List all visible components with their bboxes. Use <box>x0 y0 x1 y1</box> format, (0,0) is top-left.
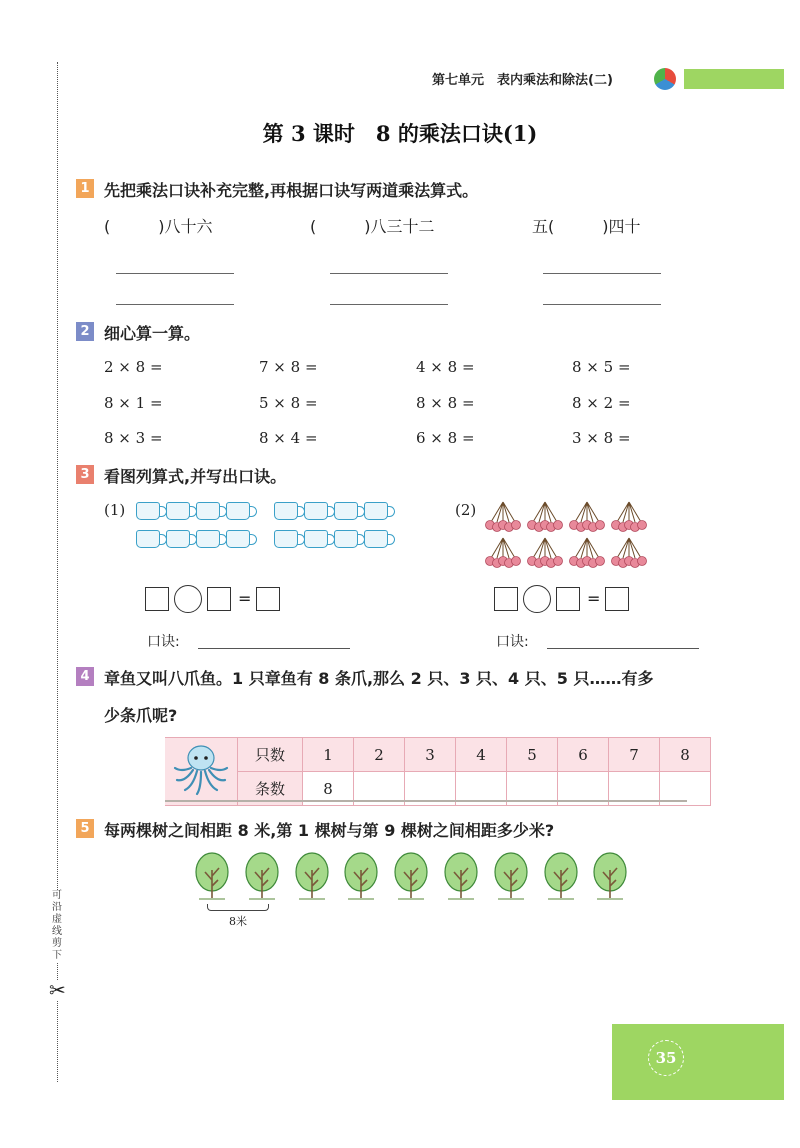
cherries-illustration <box>484 498 654 570</box>
header-bar <box>684 69 784 89</box>
question-number-1: 1 <box>76 179 94 198</box>
tree-icon <box>345 853 377 899</box>
octopus-table <box>165 737 711 806</box>
answer-box[interactable] <box>207 587 231 611</box>
answer-line[interactable] <box>330 304 448 305</box>
octopus-icon <box>169 742 233 798</box>
tree-icon <box>594 853 626 899</box>
operator-circle[interactable] <box>174 585 202 613</box>
koujue-label: 口诀: <box>496 634 529 650</box>
cup-icon <box>136 530 160 548</box>
answer-line[interactable] <box>330 273 448 274</box>
cherry-bunch-icon <box>612 538 647 568</box>
tree-icon <box>196 853 228 899</box>
question-4-text-line2: 少条爪呢? <box>104 706 178 725</box>
tree-icon <box>545 853 577 899</box>
cup-icon <box>334 502 358 520</box>
rhyme-blank-2: ( )八三十二 <box>310 217 435 236</box>
question-number-3: 3 <box>76 465 94 484</box>
tree-icon <box>296 853 328 899</box>
cup-icon <box>364 530 388 548</box>
cherry-bunch-icon <box>486 502 521 532</box>
question-1-text: 先把乘法口诀补充完整,再根据口诀写两道乘法算式。 <box>104 181 479 200</box>
cup-icon <box>304 502 328 520</box>
cup-icon <box>274 530 298 548</box>
tree-icon <box>246 853 278 899</box>
question-3-text: 看图列算式,并写出口诀。 <box>104 467 287 486</box>
count-cell: 2 <box>354 738 405 772</box>
operator-circle[interactable] <box>523 585 551 613</box>
answer-box[interactable] <box>605 587 629 611</box>
tree-icon <box>445 853 477 899</box>
count-cell: 5 <box>507 738 558 772</box>
question-4-text: 章鱼又叫八爪鱼。1 只章鱼有 8 条爪,那么 2 只、3 只、4 只、5 只……有多 <box>104 669 654 688</box>
cups-illustration <box>136 502 396 554</box>
cherry-bunch-icon <box>570 502 605 532</box>
question-number-2: 2 <box>76 322 94 341</box>
question-number-5: 5 <box>76 819 94 838</box>
cherry-bunch-icon <box>528 502 563 532</box>
trees-illustration <box>195 852 635 904</box>
count-cell: 8 <box>660 738 711 772</box>
calc-item: 8 × 1 = <box>104 394 163 412</box>
count-cell: 1 <box>303 738 354 772</box>
calc-item: 8 × 8 = <box>416 394 475 412</box>
answer-box[interactable] <box>145 587 169 611</box>
tree-icon <box>495 853 527 899</box>
page-number-block <box>612 1024 784 1100</box>
count-cell: 4 <box>456 738 507 772</box>
count-cell: 6 <box>558 738 609 772</box>
cup-icon <box>166 530 190 548</box>
calc-item: 4 × 8 = <box>416 358 475 376</box>
row-label-count: 只数 <box>238 738 303 772</box>
cup-icon <box>166 502 190 520</box>
question-number-4: 4 <box>76 667 94 686</box>
distance-label: 8米 <box>229 915 247 928</box>
answer-line[interactable] <box>116 304 234 305</box>
calc-item: 8 × 4 = <box>259 429 318 447</box>
calc-item: 5 × 8 = <box>259 394 318 412</box>
cut-hint-text: 可沿虚线剪下 <box>52 890 62 961</box>
equals-sign: = <box>238 589 252 608</box>
cup-icon <box>226 502 250 520</box>
cherry-bunch-icon <box>570 538 605 568</box>
page-number: 35 <box>648 1040 684 1076</box>
octopus-cell <box>165 738 238 806</box>
cup-icon <box>196 530 220 548</box>
page-title: 第 3 课时 8 的乘法口诀(1) <box>262 121 538 146</box>
answer-box[interactable] <box>556 587 580 611</box>
legs-cell: 8 <box>303 772 354 806</box>
calc-item: 8 × 3 = <box>104 429 163 447</box>
cup-icon <box>364 502 388 520</box>
calc-item: 3 × 8 = <box>572 429 631 447</box>
color-ball-icon <box>654 68 676 90</box>
equals-sign: = <box>587 589 601 608</box>
unit-header: 第七单元 表内乘法和除法(二) <box>432 73 613 88</box>
cherry-bunch-icon <box>528 538 563 568</box>
scissors-icon: ✂ <box>49 978 66 1002</box>
tree-icon <box>395 853 427 899</box>
cup-icon <box>304 530 328 548</box>
cup-icon <box>196 502 220 520</box>
cup-icon <box>274 502 298 520</box>
cup-icon <box>334 530 358 548</box>
part-2-label: (2) <box>455 501 477 519</box>
answer-box[interactable] <box>256 587 280 611</box>
calc-item: 8 × 5 = <box>572 358 631 376</box>
koujue-answer-line[interactable] <box>547 648 699 649</box>
question-5-text: 每两棵树之间相距 8 米,第 1 棵树与第 9 棵树之间相距多少米? <box>104 821 555 840</box>
distance-bracket <box>207 904 269 911</box>
koujue-label: 口诀: <box>147 634 180 650</box>
answer-line[interactable] <box>543 273 661 274</box>
calc-item: 2 × 8 = <box>104 358 163 376</box>
rhyme-blank-3: 五( )四十 <box>532 217 641 236</box>
question-2-text: 细心算一算。 <box>104 324 201 343</box>
part-1-label: (1) <box>104 501 126 519</box>
cup-icon <box>136 502 160 520</box>
answer-box[interactable] <box>494 587 518 611</box>
calc-item: 7 × 8 = <box>259 358 318 376</box>
count-cell: 3 <box>405 738 456 772</box>
cherry-bunch-icon <box>612 502 647 532</box>
koujue-answer-line[interactable] <box>198 648 350 649</box>
calc-item: 8 × 2 = <box>572 394 631 412</box>
table-bottom-rule <box>165 800 687 802</box>
cherry-bunch-icon <box>486 538 521 568</box>
count-cell: 7 <box>609 738 660 772</box>
calc-item: 6 × 8 = <box>416 429 475 447</box>
row-label-legs: 条数 <box>238 772 303 806</box>
cup-icon <box>226 530 250 548</box>
answer-line[interactable] <box>116 273 234 274</box>
rhyme-blank-1: ( )八十六 <box>104 217 213 236</box>
answer-line[interactable] <box>543 304 661 305</box>
